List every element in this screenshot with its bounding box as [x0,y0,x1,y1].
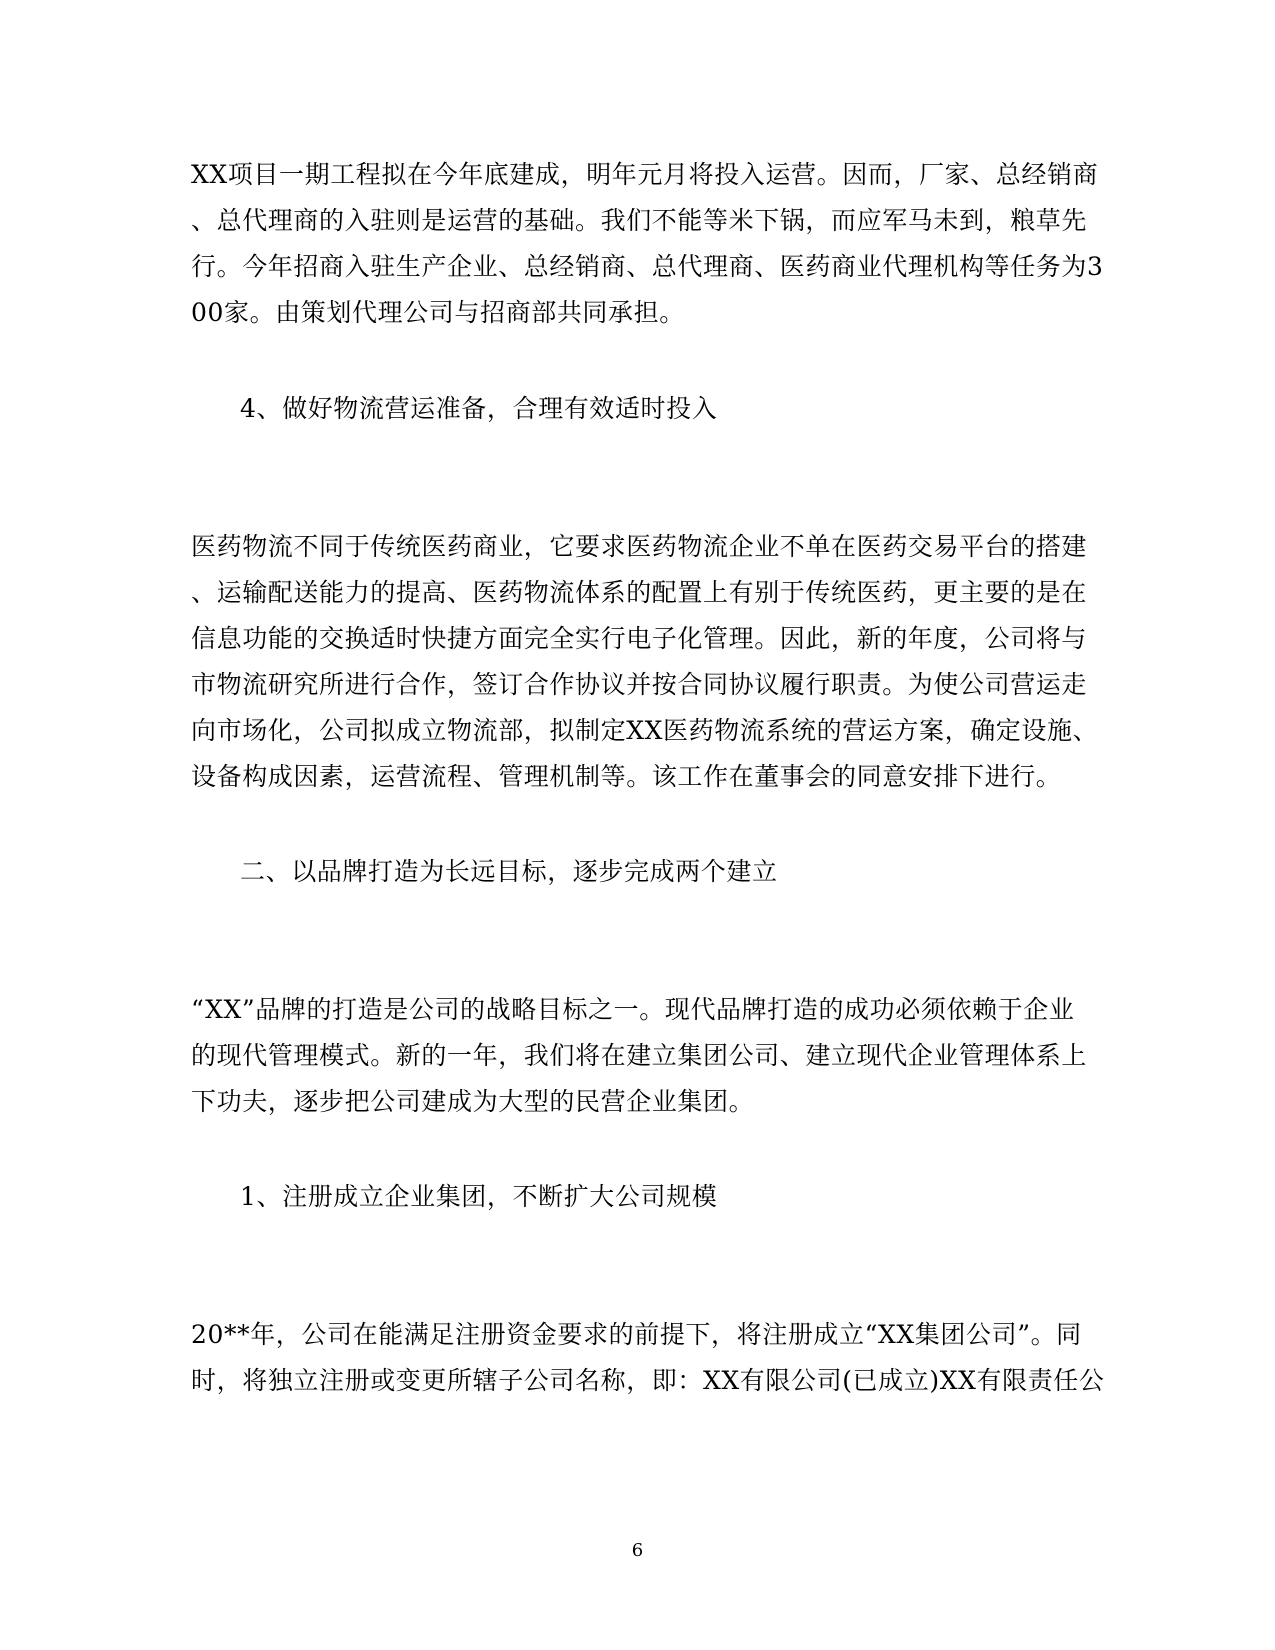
paragraph-line: 医药物流不同于传统医药商业，它要求医药物流企业不单在医药交易平台的搭建 [191,532,1088,561]
paragraph-line: 向市场化，公司拟成立物流部，拟制定XX医药物流系统的营运方案，确定设施、 [191,716,1099,745]
paragraph-line: “XX”品牌的打造是公司的战略目标之一。现代品牌打造的成功必须依赖于企业 [191,995,1075,1024]
paragraph-line: 设备构成因素，运营流程、管理机制等。该工作在董事会的同意安排下进行。 [191,762,1062,791]
section-heading-2: 二、以品牌打造为长远目标，逐步完成两个建立 [240,857,778,886]
paragraph-line: 20**年，公司在能满足注册资金要求的前提下，将注册成立“XX集团公司”。同 [191,1320,1082,1349]
paragraph-line: 00家。由策划代理公司与招商部共同承担。 [191,298,685,327]
paragraph-line: 下功夫，逐步把公司建成为大型的民营企业集团。 [191,1087,755,1116]
paragraph-line: 信息功能的交换适时快捷方面完全实行电子化管理。因此，新的年度，公司将与 [191,624,1088,653]
page-number: 6 [631,1540,644,1561]
section-heading-4: 4、做好物流营运准备，合理有效适时投入 [240,394,718,423]
paragraph-line: 行。今年招商入驻生产企业、总经销商、总代理商、医药商业代理机构等任务为3 [191,252,1104,281]
paragraph-line: 、运输配送能力的提高、医药物流体系的配置上有别于传统医药，更主要的是在 [191,578,1088,607]
paragraph-line: 市物流研究所进行合作，签订合作协议并按合同协议履行职责。为使公司营运走 [191,670,1088,699]
paragraph-line: XX项目一期工程拟在今年底建成，明年元月将投入运营。因而，厂家、总经销商 [191,160,1099,189]
section-heading-1: 1、注册成立企业集团，不断扩大公司规模 [240,1182,718,1211]
paragraph-line: 的现代管理模式。新的一年，我们将在建立集团公司、建立现代企业管理体系上 [191,1041,1088,1070]
paragraph-line: 、总代理商的入驻则是运营的基础。我们不能等米下锅，而应军马未到，粮草先 [191,206,1088,235]
paragraph-line: 时，将独立注册或变更所辖子公司名称，即：XX有限公司(已成立)XX有限责任公 [191,1366,1105,1395]
